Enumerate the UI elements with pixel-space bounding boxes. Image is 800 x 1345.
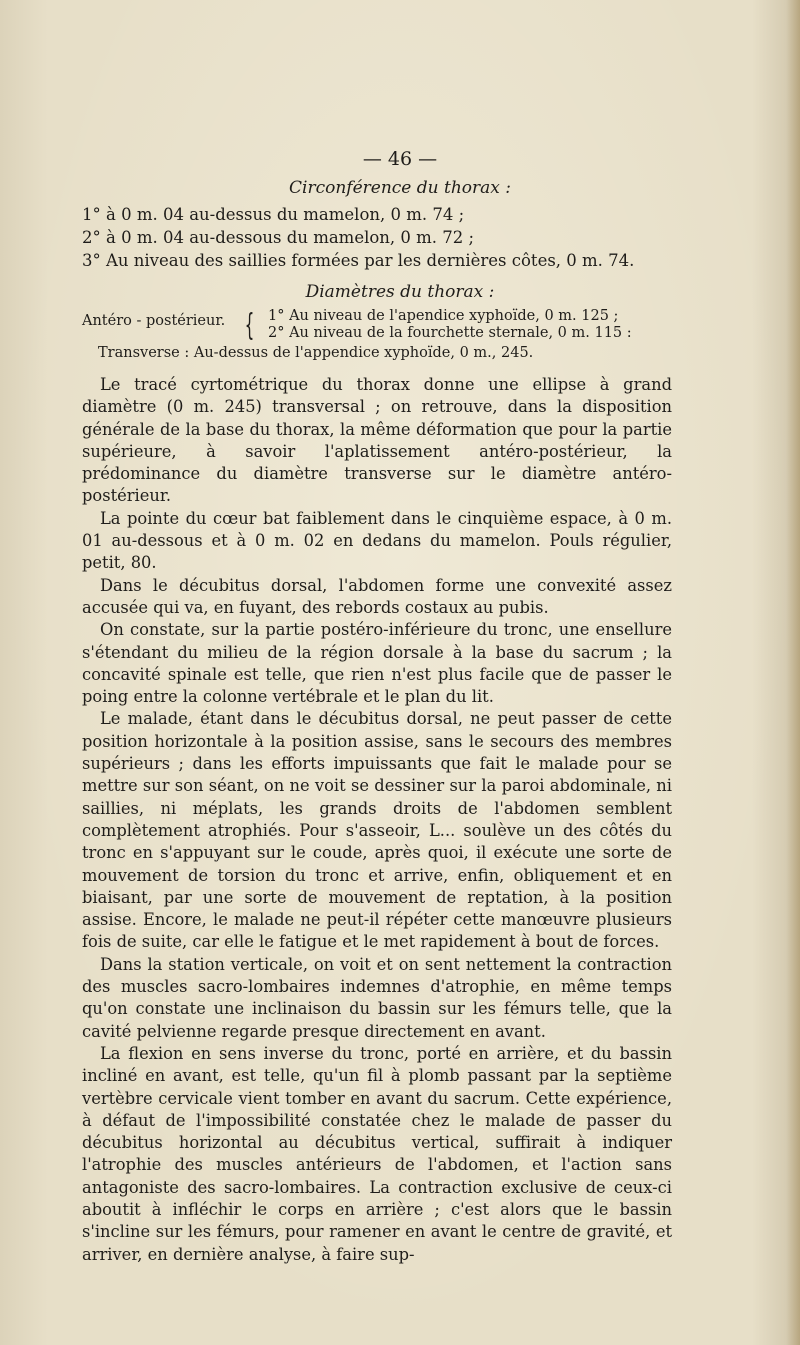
circumference-line-3: 3° Au niveau des saillies formées par les dernières côtes, 0 m. 74. [82,251,635,270]
paragraph-6: Dans la station verticale, on voit et on sent nettement la contraction des muscles sacro-lombaires indemnes d'atrophie, en même temps qu'on constate une inclinaison du bassin sur les fémurs telle, que la cavité pelvienne regarde presque directement en avant. [82,954,672,1041]
paragraph-7: La flexion en sens inverse du tronc, porté en arrière, et du bassin incliné en avant, est telle, qu'un fil à plomb passant par la septième vertèbre cervicale vient tomber en avant du sacrum. Cette expérience, à défaut de l'impossibilité constatée chez le malade de passer du décubitus horizontal au décubitus vertical, suffirait à indiquer l'atrophie des muscles antérieurs de l'abdomen, et l'action sans antagoniste des sacro-lombaires. La contraction exclusive de ceux-ci aboutit à infléchir le corps en arrière ; c'est alors que le bassin s'incline sur les fémurs, pour ramener en avant le centre de gravité, et arriver, en dernière analyse, à faire sup- [82,1043,672,1264]
circumference-heading: Circonférence du thorax : [289,178,511,198]
paragraph-4: On constate, sur la partie postéro-inférieure du tronc, une ensellure s'étendant du milieu de la région dorsale à la base du sacrum ; la concavité spinale est telle, que rien n'est plus facile que de passer le poing entre la colonne vertébrale et le plan du lit. [82,620,672,707]
page-edge-shadow [786,0,800,1345]
diameters-heading: Diamètres du thorax : [305,282,495,302]
paragraph-1: Le tracé cyrtométrique du thorax donne une ellipse à grand diamètre (0 m. 245) transversal ; on retrouve, dans la disposition générale de la base du thorax, la même déformation que pour la partie supérieure, à savoir l'aplatissement antéro-postérieur, la prédominance du diamètre transverse sur le diamètre antéro-postérieur. [82,375,672,506]
antero-posterior-label: Antéro - postérieur. [82,313,226,329]
antero-posterior-item-2: 2° Au niveau de la fourchette sternale, 0 m. 115 : [268,325,632,341]
paragraph-3: Dans le décubitus dorsal, l'abdomen forme une convexité assez accusée qui va, en fuyant, des rebords costaux au pubis. [82,575,672,617]
transverse-diameter-line: Transverse : Au-dessus de l'appendice xyphoïde, 0 m., 245. [98,345,534,361]
paragraph-2: La pointe du cœur bat faiblement dans le cinquième espace, à 0 m. 01 au-dessous et à 0 m. 02 en dedans du mamelon. Pouls régulier, petit, 80. [82,508,672,573]
circumference-line-2: 2° à 0 m. 04 au-dessous du mamelon, 0 m. 72 ; [82,228,475,247]
circumference-line-1: 1° à 0 m. 04 au-dessus du mamelon, 0 m. 74 ; [82,205,465,224]
paragraph-5: Le malade, étant dans le décubitus dorsal, ne peut passer de cette position horizontale à la position assise, sans le secours des membres supérieurs ; dans les efforts impuissants que fait le malade pour se mettre sur son séant, on ne voit se dessiner sur la paroi abdominale, ni saillies, ni méplats, les grands droits de l'abdomen semblent complètement atrophiés. Pour s'asseoir, L... soulève un des côtés du tronc en s'appuyant sur le coude, après quoi, il exécute une sorte de mouvement de torsion du tronc et arrive, enfin, obliquement et en biaisant, par une sorte de mouvement de reptation, à la position assise. Encore, le malade ne peut-il répéter cette manœuvre plusieurs fois de suite, car elle le fatigue et le met rapidement à bout de forces. [82,709,672,952]
antero-posterior-item-1: 1° Au niveau de l'apendice xyphoïde, 0 m. 125 ; [268,308,619,324]
body-text [82,374,672,1266]
brace-symbol: { [244,308,255,343]
page-number: — 46 — [362,148,438,170]
